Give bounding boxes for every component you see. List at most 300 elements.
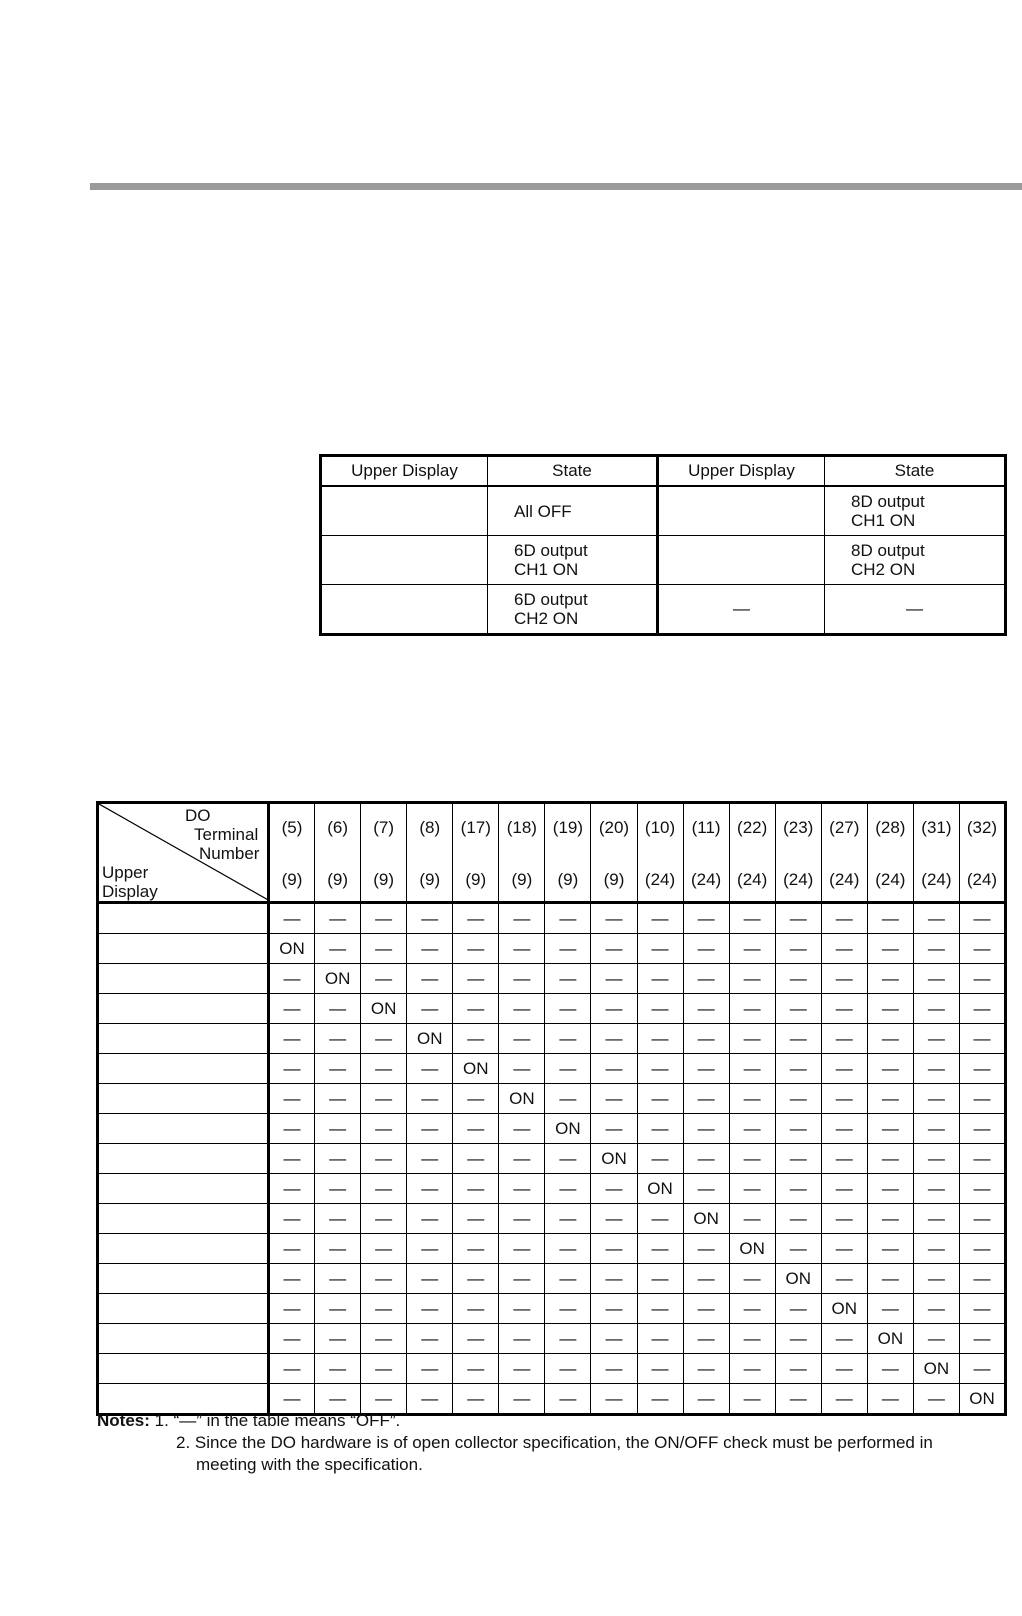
- off-cell: —: [407, 1144, 453, 1174]
- do-table-row: [98, 1324, 1006, 1354]
- off-cell: —: [775, 1234, 821, 1264]
- off-cell: —: [729, 1084, 775, 1114]
- off-cell: —: [913, 964, 959, 994]
- state-cell: 8D output CH1 ON: [825, 486, 1006, 536]
- off-cell: —: [775, 1204, 821, 1234]
- upper-display-cell: [321, 486, 488, 536]
- off-cell: —: [315, 994, 361, 1024]
- off-cell: —: [775, 1054, 821, 1084]
- off-cell: —: [867, 1384, 913, 1415]
- on-cell: ON: [729, 1234, 775, 1264]
- note-2: 2. Since the DO hardware is of open collector specification, the ON/OFF check must be performed in meeting with the specification.: [176, 1433, 933, 1474]
- off-cell: —: [867, 1294, 913, 1324]
- off-cell: —: [269, 1024, 315, 1054]
- off-cell: —: [269, 994, 315, 1024]
- on-cell: ON: [269, 934, 315, 964]
- off-cell: —: [775, 1084, 821, 1114]
- state-row: [321, 486, 1006, 536]
- on-cell: ON: [591, 1144, 637, 1174]
- upper-display-label: Upper Display: [102, 863, 158, 901]
- off-cell: —: [821, 1084, 867, 1114]
- off-cell: —: [453, 934, 499, 964]
- off-cell: —: [775, 994, 821, 1024]
- state-table: [319, 454, 1007, 636]
- off-cell: —: [959, 903, 1005, 934]
- upper-display-cell: [98, 1204, 269, 1234]
- off-cell: —: [821, 994, 867, 1024]
- off-cell: —: [913, 1054, 959, 1084]
- off-cell: —: [729, 1054, 775, 1084]
- number-label: Number: [199, 844, 260, 863]
- upper-display-cell: [658, 536, 825, 585]
- upper-display-cell: [98, 1144, 269, 1174]
- off-cell: —: [959, 1024, 1005, 1054]
- off-cell: —: [775, 1354, 821, 1384]
- off-cell: —: [315, 1024, 361, 1054]
- section-divider: [90, 183, 1022, 190]
- off-cell: —: [315, 1294, 361, 1324]
- upper-display-cell: [98, 994, 269, 1024]
- upper-display-cell: [98, 1024, 269, 1054]
- off-cell: —: [821, 903, 867, 934]
- off-cell: —: [775, 1114, 821, 1144]
- do-table-row: [98, 1174, 1006, 1204]
- off-cell: —: [867, 934, 913, 964]
- off-cell: —: [959, 1204, 1005, 1234]
- off-cell: —: [913, 1294, 959, 1324]
- notes: [97, 1410, 933, 1474]
- state-cell: 6D output CH1 ON: [488, 536, 658, 585]
- off-cell: —: [269, 1234, 315, 1264]
- off-cell: —: [959, 1174, 1005, 1204]
- state-cell: —: [825, 585, 1006, 635]
- off-cell: —: [821, 1054, 867, 1084]
- off-cell: —: [499, 1174, 545, 1204]
- off-cell: —: [775, 1294, 821, 1324]
- terminal-header: (28) (24): [867, 803, 913, 903]
- off-cell: —: [315, 903, 361, 934]
- off-cell: —: [453, 964, 499, 994]
- off-cell: —: [913, 1234, 959, 1264]
- off-cell: —: [913, 1024, 959, 1054]
- do-table-row: [98, 994, 1006, 1024]
- off-cell: —: [637, 1024, 683, 1054]
- header-upper-display-2: Upper Display: [658, 456, 825, 487]
- notes-label: Notes:: [97, 1411, 150, 1430]
- do-table-header: [98, 803, 1006, 903]
- off-cell: —: [407, 1294, 453, 1324]
- off-cell: —: [407, 1054, 453, 1084]
- terminal-label: Terminal: [194, 825, 259, 844]
- off-cell: —: [407, 964, 453, 994]
- state-cell: 6D output CH2 ON: [488, 585, 658, 635]
- off-cell: —: [269, 1354, 315, 1384]
- off-cell: —: [269, 1384, 315, 1415]
- off-cell: —: [637, 1114, 683, 1144]
- off-cell: —: [453, 1234, 499, 1264]
- off-cell: —: [821, 1384, 867, 1415]
- on-cell: ON: [545, 1114, 591, 1144]
- off-cell: —: [453, 1354, 499, 1384]
- terminal-header: (19) (9): [545, 803, 591, 903]
- do-table-row: [98, 1024, 1006, 1054]
- off-cell: —: [315, 1324, 361, 1354]
- off-cell: —: [545, 1264, 591, 1294]
- do-output-table: [96, 801, 1007, 1416]
- off-cell: —: [545, 1354, 591, 1384]
- do-table-row: [98, 1054, 1006, 1084]
- upper-display-cell: [98, 1084, 269, 1114]
- header-upper-display-1: Upper Display: [321, 456, 488, 487]
- do-table-row: [98, 1204, 1006, 1234]
- off-cell: —: [315, 1264, 361, 1294]
- do-table-row: [98, 1354, 1006, 1384]
- off-cell: —: [867, 994, 913, 1024]
- off-cell: —: [361, 1024, 407, 1054]
- off-cell: —: [729, 994, 775, 1024]
- off-cell: —: [269, 1084, 315, 1114]
- off-cell: —: [683, 994, 729, 1024]
- off-cell: —: [315, 1354, 361, 1384]
- off-cell: —: [821, 1234, 867, 1264]
- off-cell: —: [775, 1174, 821, 1204]
- off-cell: —: [361, 1384, 407, 1415]
- off-cell: —: [959, 1264, 1005, 1294]
- do-table-row: [98, 1114, 1006, 1144]
- off-cell: —: [637, 1084, 683, 1114]
- off-cell: —: [821, 1324, 867, 1354]
- terminal-header: (18) (9): [499, 803, 545, 903]
- upper-display-cell: [98, 1234, 269, 1264]
- terminal-header: (23) (24): [775, 803, 821, 903]
- off-cell: —: [315, 1144, 361, 1174]
- off-cell: —: [591, 1324, 637, 1354]
- off-cell: —: [959, 1294, 1005, 1324]
- do-table-row: [98, 1294, 1006, 1324]
- off-cell: —: [637, 934, 683, 964]
- off-cell: —: [729, 1324, 775, 1354]
- off-cell: —: [821, 964, 867, 994]
- upper-display-cell: [98, 1294, 269, 1324]
- off-cell: —: [729, 1264, 775, 1294]
- upper-display-cell: [98, 1114, 269, 1144]
- off-cell: —: [407, 1234, 453, 1264]
- off-cell: —: [913, 994, 959, 1024]
- do-table-row: [98, 1084, 1006, 1114]
- off-cell: —: [361, 1144, 407, 1174]
- off-cell: —: [407, 1174, 453, 1204]
- do-table-row: [98, 1144, 1006, 1174]
- off-cell: —: [637, 1054, 683, 1084]
- off-cell: —: [499, 964, 545, 994]
- off-cell: —: [361, 1174, 407, 1204]
- off-cell: —: [683, 903, 729, 934]
- off-cell: —: [499, 1054, 545, 1084]
- state-table-header: [321, 456, 1006, 487]
- off-cell: —: [959, 1054, 1005, 1084]
- off-cell: —: [315, 1084, 361, 1114]
- off-cell: —: [499, 903, 545, 934]
- off-cell: —: [775, 1384, 821, 1415]
- upper-display-cell: [321, 536, 488, 585]
- off-cell: —: [545, 1024, 591, 1054]
- off-cell: —: [821, 1204, 867, 1234]
- off-cell: —: [453, 1384, 499, 1415]
- off-cell: —: [729, 1204, 775, 1234]
- off-cell: —: [637, 1144, 683, 1174]
- off-cell: —: [315, 1204, 361, 1234]
- off-cell: —: [499, 1294, 545, 1324]
- terminal-header: (5) (9): [269, 803, 315, 903]
- off-cell: —: [729, 1354, 775, 1384]
- off-cell: —: [361, 1234, 407, 1264]
- note-1: 1. “—” in the table means “OFF”.: [154, 1411, 401, 1430]
- terminal-header: (17) (9): [453, 803, 499, 903]
- off-cell: —: [269, 1204, 315, 1234]
- off-cell: —: [499, 1114, 545, 1144]
- off-cell: —: [315, 1114, 361, 1144]
- off-cell: —: [867, 1054, 913, 1084]
- off-cell: —: [683, 1174, 729, 1204]
- off-cell: —: [591, 1264, 637, 1294]
- off-cell: —: [545, 1084, 591, 1114]
- off-cell: —: [499, 1024, 545, 1054]
- on-cell: ON: [959, 1384, 1005, 1415]
- upper-display-cell: [98, 1354, 269, 1384]
- header-state-2: State: [825, 456, 1006, 487]
- off-cell: —: [867, 1144, 913, 1174]
- off-cell: —: [545, 903, 591, 934]
- upper-display-cell: [98, 964, 269, 994]
- off-cell: —: [729, 903, 775, 934]
- upper-display-cell: [98, 1264, 269, 1294]
- off-cell: —: [269, 1324, 315, 1354]
- off-cell: —: [361, 964, 407, 994]
- off-cell: —: [775, 934, 821, 964]
- on-cell: ON: [499, 1084, 545, 1114]
- off-cell: —: [545, 1324, 591, 1354]
- off-cell: —: [821, 1114, 867, 1144]
- off-cell: —: [867, 1024, 913, 1054]
- on-cell: ON: [407, 1024, 453, 1054]
- off-cell: —: [775, 1144, 821, 1174]
- off-cell: —: [867, 1084, 913, 1114]
- state-row: [321, 536, 1006, 585]
- do-label: DO: [185, 806, 211, 825]
- off-cell: —: [269, 964, 315, 994]
- off-cell: —: [959, 1084, 1005, 1114]
- terminal-header: (7) (9): [361, 803, 407, 903]
- off-cell: —: [775, 964, 821, 994]
- off-cell: —: [775, 903, 821, 934]
- off-cell: —: [407, 1324, 453, 1354]
- off-cell: —: [269, 1054, 315, 1084]
- upper-display-cell: [98, 1324, 269, 1354]
- terminal-header: (20) (9): [591, 803, 637, 903]
- off-cell: —: [775, 1024, 821, 1054]
- off-cell: —: [545, 1144, 591, 1174]
- off-cell: —: [545, 1384, 591, 1415]
- off-cell: —: [683, 1234, 729, 1264]
- on-cell: ON: [683, 1204, 729, 1234]
- off-cell: —: [821, 1024, 867, 1054]
- terminal-header: (10) (24): [637, 803, 683, 903]
- off-cell: —: [867, 964, 913, 994]
- state-row: [321, 585, 1006, 635]
- off-cell: —: [499, 1144, 545, 1174]
- off-cell: —: [821, 1174, 867, 1204]
- off-cell: —: [499, 1354, 545, 1384]
- off-cell: —: [315, 934, 361, 964]
- off-cell: —: [637, 1294, 683, 1324]
- off-cell: —: [683, 1144, 729, 1174]
- off-cell: —: [913, 1174, 959, 1204]
- off-cell: —: [453, 1174, 499, 1204]
- off-cell: —: [407, 903, 453, 934]
- off-cell: —: [683, 1354, 729, 1384]
- off-cell: —: [499, 1324, 545, 1354]
- off-cell: —: [637, 1264, 683, 1294]
- off-cell: —: [729, 1024, 775, 1054]
- off-cell: —: [591, 1354, 637, 1384]
- off-cell: —: [637, 994, 683, 1024]
- off-cell: —: [269, 903, 315, 934]
- terminal-header: (22) (24): [729, 803, 775, 903]
- off-cell: —: [959, 1354, 1005, 1384]
- off-cell: —: [959, 1234, 1005, 1264]
- off-cell: —: [407, 1084, 453, 1114]
- off-cell: —: [315, 1174, 361, 1204]
- off-cell: —: [499, 1384, 545, 1415]
- off-cell: —: [361, 1354, 407, 1384]
- off-cell: —: [867, 1114, 913, 1144]
- on-cell: ON: [775, 1264, 821, 1294]
- off-cell: —: [637, 1354, 683, 1384]
- off-cell: —: [453, 994, 499, 1024]
- off-cell: —: [453, 1324, 499, 1354]
- off-cell: —: [545, 1204, 591, 1234]
- off-cell: —: [315, 1384, 361, 1415]
- off-cell: —: [867, 1264, 913, 1294]
- off-cell: —: [913, 1264, 959, 1294]
- off-cell: —: [407, 1354, 453, 1384]
- off-cell: —: [591, 1294, 637, 1324]
- off-cell: —: [729, 1294, 775, 1324]
- off-cell: —: [867, 1174, 913, 1204]
- off-cell: —: [867, 1354, 913, 1384]
- off-cell: —: [637, 1384, 683, 1415]
- off-cell: —: [591, 1204, 637, 1234]
- off-cell: —: [959, 964, 1005, 994]
- upper-display-cell: [98, 934, 269, 964]
- off-cell: —: [683, 1024, 729, 1054]
- off-cell: —: [821, 1354, 867, 1384]
- corner-header: [98, 803, 269, 903]
- off-cell: —: [959, 1114, 1005, 1144]
- off-cell: —: [361, 934, 407, 964]
- upper-display-cell: [98, 1054, 269, 1084]
- off-cell: —: [867, 1204, 913, 1234]
- terminal-header: (31) (24): [913, 803, 959, 903]
- do-table-row: [98, 964, 1006, 994]
- header-state-1: State: [488, 456, 658, 487]
- off-cell: —: [821, 1264, 867, 1294]
- off-cell: —: [453, 1024, 499, 1054]
- off-cell: —: [683, 934, 729, 964]
- off-cell: —: [683, 1294, 729, 1324]
- off-cell: —: [913, 1204, 959, 1234]
- off-cell: —: [545, 964, 591, 994]
- state-cell: All OFF: [488, 486, 658, 536]
- off-cell: —: [591, 964, 637, 994]
- off-cell: —: [453, 1114, 499, 1144]
- off-cell: —: [591, 1384, 637, 1415]
- off-cell: —: [499, 1204, 545, 1234]
- off-cell: —: [269, 1144, 315, 1174]
- off-cell: —: [637, 1234, 683, 1264]
- off-cell: —: [591, 1174, 637, 1204]
- upper-display-cell: [321, 585, 488, 635]
- off-cell: —: [407, 994, 453, 1024]
- off-cell: —: [591, 903, 637, 934]
- off-cell: —: [407, 934, 453, 964]
- on-cell: ON: [315, 964, 361, 994]
- off-cell: —: [959, 1144, 1005, 1174]
- do-table-row: [98, 1264, 1006, 1294]
- off-cell: —: [407, 1264, 453, 1294]
- off-cell: —: [729, 1384, 775, 1415]
- off-cell: —: [867, 1234, 913, 1264]
- off-cell: —: [683, 1264, 729, 1294]
- off-cell: —: [499, 994, 545, 1024]
- upper-display-cell: [658, 486, 825, 536]
- off-cell: —: [545, 1054, 591, 1084]
- off-cell: —: [913, 1324, 959, 1354]
- off-cell: —: [407, 1384, 453, 1415]
- off-cell: —: [913, 1144, 959, 1174]
- off-cell: —: [637, 1324, 683, 1354]
- off-cell: —: [867, 903, 913, 934]
- off-cell: —: [453, 1264, 499, 1294]
- off-cell: —: [913, 934, 959, 964]
- off-cell: —: [315, 1234, 361, 1264]
- off-cell: —: [913, 1384, 959, 1415]
- off-cell: —: [269, 1264, 315, 1294]
- off-cell: —: [591, 1024, 637, 1054]
- off-cell: —: [729, 1114, 775, 1144]
- off-cell: —: [959, 934, 1005, 964]
- off-cell: —: [637, 903, 683, 934]
- off-cell: —: [591, 934, 637, 964]
- off-cell: —: [591, 1114, 637, 1144]
- on-cell: ON: [913, 1354, 959, 1384]
- off-cell: —: [729, 964, 775, 994]
- terminal-header: (8) (9): [407, 803, 453, 903]
- off-cell: —: [913, 1084, 959, 1114]
- on-cell: ON: [637, 1174, 683, 1204]
- upper-display-cell: [98, 903, 269, 934]
- off-cell: —: [683, 1324, 729, 1354]
- off-cell: —: [683, 1084, 729, 1114]
- off-cell: —: [683, 1054, 729, 1084]
- off-cell: —: [729, 1144, 775, 1174]
- off-cell: —: [361, 1114, 407, 1144]
- off-cell: —: [913, 903, 959, 934]
- off-cell: —: [361, 1294, 407, 1324]
- on-cell: ON: [453, 1054, 499, 1084]
- off-cell: —: [729, 934, 775, 964]
- off-cell: —: [361, 1264, 407, 1294]
